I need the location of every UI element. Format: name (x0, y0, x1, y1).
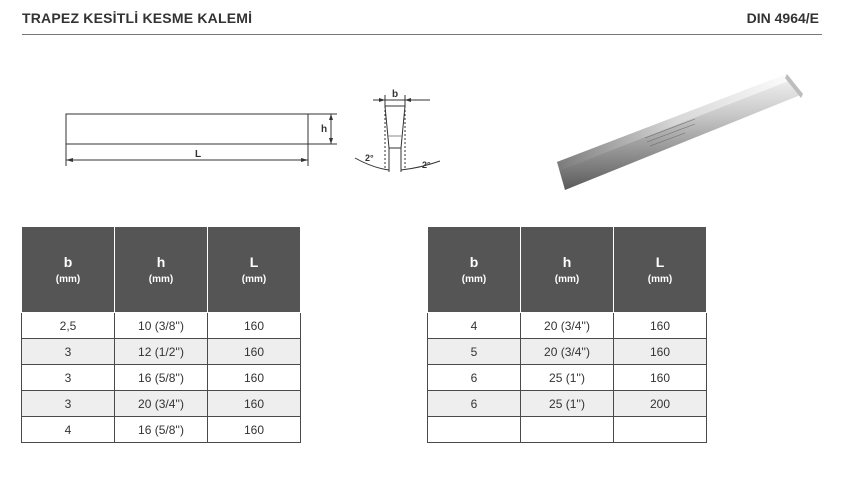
column-header-h: h (mm) (521, 227, 614, 313)
tool-bit-photo (545, 62, 815, 194)
cell-h: 16 (5/8'') (115, 365, 208, 391)
table-row (22, 339, 301, 365)
cell-b: 2,5 (22, 313, 115, 339)
table-row (428, 417, 707, 443)
column-header-b: b (mm) (428, 227, 521, 313)
cell-h: 20 (3/4'') (115, 391, 208, 417)
cell-b: 3 (22, 365, 115, 391)
table-row (428, 391, 707, 417)
tool-dimension-drawing (55, 88, 455, 180)
cell-l (614, 417, 707, 443)
dimension-table-left (21, 226, 301, 443)
right-angle-arc (401, 161, 440, 170)
table-row (428, 365, 707, 391)
header-divider (22, 34, 822, 35)
cell-b: 5 (428, 339, 521, 365)
left-angle-label: 2° (365, 153, 374, 163)
cell-l: 160 (208, 391, 301, 417)
cell-h: 25 (1'') (521, 391, 614, 417)
page-title: TRAPEZ KESİTLİ KESME KALEMİ (22, 10, 253, 26)
standard-code: DIN 4964/E (746, 10, 819, 26)
cell-h: 10 (3/8'') (115, 313, 208, 339)
cell-b (428, 417, 521, 443)
cell-b: 4 (22, 417, 115, 443)
cell-l: 160 (208, 365, 301, 391)
column-header-l: L (mm) (208, 227, 301, 313)
table-row (22, 313, 301, 339)
cell-h: 25 (1'') (521, 365, 614, 391)
cell-h: 12 (1/2'') (115, 339, 208, 365)
height-label: h (321, 124, 328, 135)
cell-h: 20 (3/4'') (521, 313, 614, 339)
column-header-l: L (mm) (614, 227, 707, 313)
cell-h (521, 417, 614, 443)
cell-b: 6 (428, 391, 521, 417)
cell-h: 20 (3/4'') (521, 339, 614, 365)
cell-b: 6 (428, 365, 521, 391)
cell-b: 3 (22, 391, 115, 417)
cell-b: 3 (22, 339, 115, 365)
cell-l: 160 (208, 417, 301, 443)
cell-l: 160 (614, 365, 707, 391)
column-header-b: b (mm) (22, 227, 115, 313)
cell-l: 160 (614, 339, 707, 365)
cross-section-trapezoid (385, 106, 405, 148)
table-header-row (428, 227, 707, 313)
table-row (428, 339, 707, 365)
table-row (428, 313, 707, 339)
cell-l: 200 (614, 391, 707, 417)
cell-l: 160 (208, 339, 301, 365)
cell-l: 160 (614, 313, 707, 339)
table-row (22, 391, 301, 417)
width-label: b (392, 89, 399, 100)
cell-h: 16 (5/8'') (115, 417, 208, 443)
length-label: L (195, 149, 202, 160)
cell-b: 4 (428, 313, 521, 339)
dimension-table-right (427, 226, 707, 443)
table-row (22, 417, 301, 443)
table-row (22, 365, 301, 391)
table-header-row (22, 227, 301, 313)
right-angle-label: 2° (422, 160, 431, 170)
side-view-body (66, 114, 308, 144)
cell-l: 160 (208, 313, 301, 339)
column-header-h: h (mm) (115, 227, 208, 313)
